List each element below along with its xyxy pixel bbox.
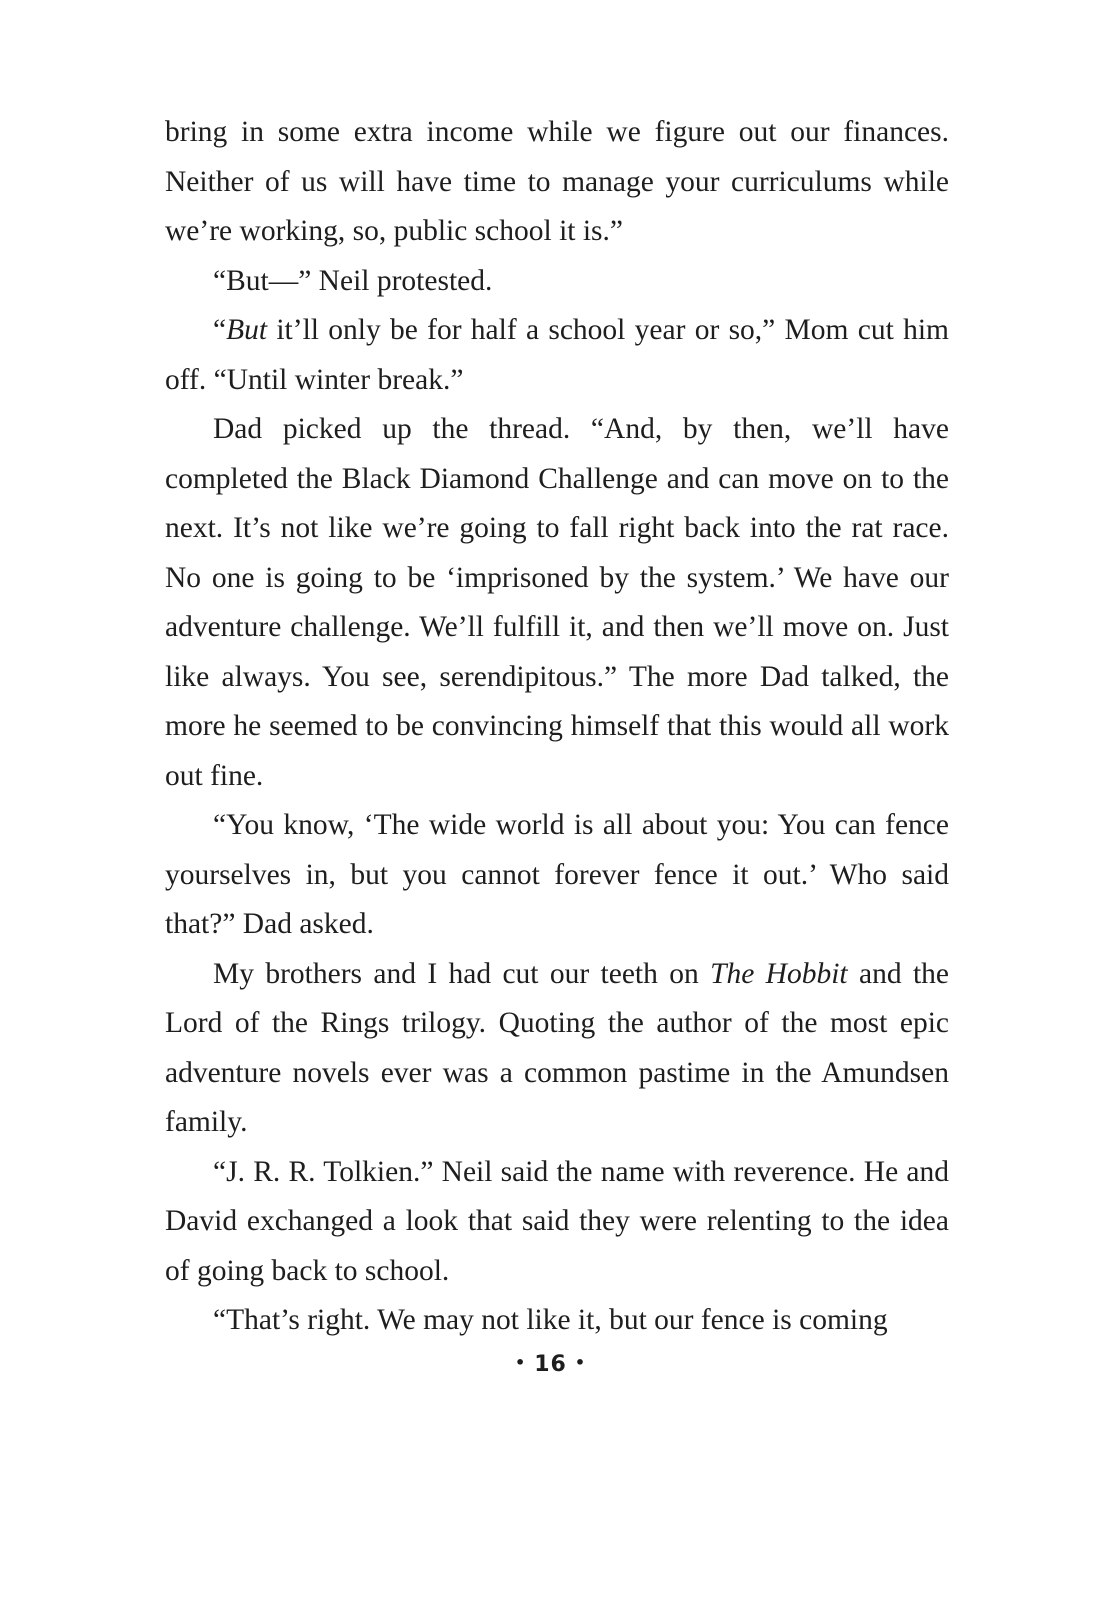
- page-number-bullet-right: •: [574, 1353, 587, 1372]
- text-run: My brothers and I had cut our teeth on: [213, 957, 711, 990]
- text-run: and the Lord of the Rings trilogy. Quoting the author of the most epic adventure novels ever was a common pastime in the Amundsen family.: [165, 957, 949, 1138]
- text-run: “You know, ‘The wide world is all about you: You can fence yourselves in, but you cannot forever fence it out.’ Who said that?” Dad asked.: [165, 809, 949, 940]
- text-run: “: [213, 314, 227, 346]
- text-run: bring in some extra income while we figure out our finances. Neither of us will have time to manage your curriculums while we’re working, so, public school it is.”: [165, 116, 949, 247]
- paragraph: [165, 801, 949, 950]
- page-number-value: 16: [534, 1352, 567, 1377]
- body-text: [165, 108, 949, 1346]
- italic-text: But: [226, 314, 268, 346]
- text-run: it’ll only be for half a school year or so,” Mom cut him off. “Until winter break.”: [165, 314, 949, 396]
- paragraph: [165, 1148, 949, 1297]
- page-number-bullet-left: •: [514, 1353, 527, 1372]
- paragraph: [165, 108, 949, 257]
- paragraph: [165, 1296, 949, 1346]
- text-run: “J. R. R. Tolkien.” Neil said the name with reverence. He and David exchanged a look that said they were relenting to the idea of going back to school.: [165, 1155, 949, 1287]
- page-number: [0, 1352, 1101, 1377]
- paragraph: [165, 405, 949, 801]
- paragraph: [165, 950, 949, 1148]
- text-run: “That’s right. We may not like it, but our fence is coming: [213, 1304, 888, 1336]
- paragraph: [165, 257, 949, 307]
- text-run: Dad picked up the thread. “And, by then, we’ll have completed the Black Diamond Challenge and can move on to the next. It’s not like we’re going to fall right back into the rat race. No one is going to be ‘imprisoned by the system.’ We have our adventure challenge. We’ll fulfill it, and then we’ll move on. Just like always. You see, serendipitous.” The more Dad talked, the more he seemed to be convincing himself that this would all work out fine.: [165, 413, 949, 792]
- italic-text: The Hobbit: [710, 957, 848, 990]
- paragraph: [165, 306, 949, 405]
- text-run: “But—” Neil protested.: [213, 264, 493, 297]
